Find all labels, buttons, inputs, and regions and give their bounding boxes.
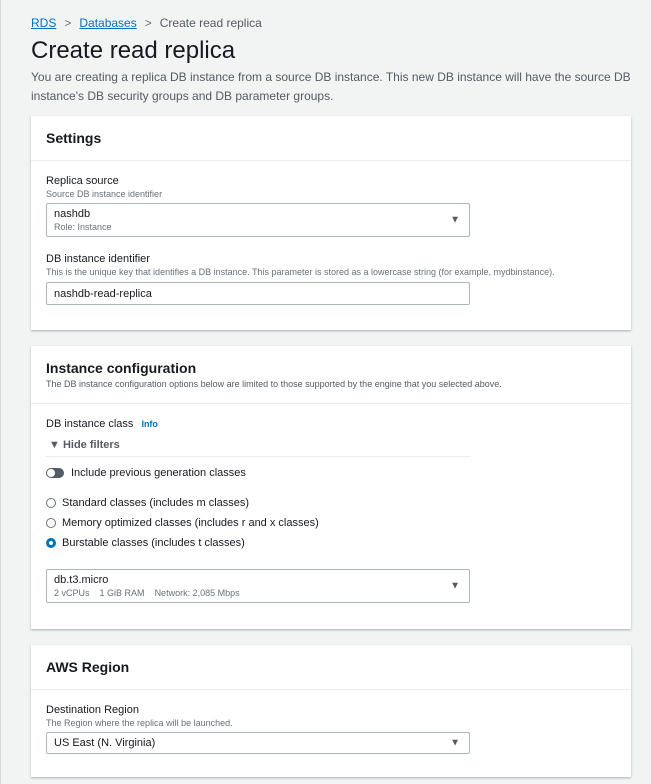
breadcrumb-current: Create read replica bbox=[159, 16, 262, 30]
info-link[interactable]: Info bbox=[141, 419, 158, 429]
replica-source-hint: Source DB instance identifier bbox=[46, 189, 163, 199]
radio-button[interactable] bbox=[46, 498, 56, 508]
instance-config-subtitle: The DB instance configuration options below are limited to those supported by the engine that you selected above. bbox=[46, 379, 502, 389]
aws-region-panel bbox=[31, 645, 631, 777]
identifier-label: DB instance identifier bbox=[46, 253, 150, 265]
radio-memory[interactable] bbox=[46, 513, 616, 533]
aws-region-title: AWS Region bbox=[46, 659, 130, 675]
caret-down-icon: ▼ bbox=[49, 439, 63, 451]
chevron-right-icon: > bbox=[64, 16, 72, 30]
ram-spec: 1 GiB RAM bbox=[99, 588, 145, 598]
network-spec: Network: 2,085 Mbps bbox=[154, 588, 240, 598]
breadcrumb-databases[interactable]: Databases bbox=[79, 16, 137, 30]
destination-region-hint: The Region where the replica will be launched. bbox=[46, 718, 233, 728]
destination-region-label: Destination Region bbox=[46, 704, 139, 716]
destination-region-value: US East (N. Virginia) bbox=[54, 737, 156, 749]
radio-label: Standard classes (includes m classes) bbox=[62, 497, 250, 509]
hide-filters-label: Hide filters bbox=[62, 439, 120, 451]
replica-source-value: nashdb bbox=[54, 208, 91, 220]
replica-source-label: Replica source bbox=[46, 175, 119, 187]
replica-source-role: Role: Instance bbox=[54, 222, 112, 232]
radio-label: Burstable classes (includes t classes) bbox=[62, 537, 245, 549]
page-description: You are creating a replica DB instance from a source DB instance. This new DB instance will have the source DB instance's DB security groups and DB parameter groups. bbox=[31, 70, 631, 103]
instance-config-title: Instance configuration bbox=[46, 360, 197, 376]
radio-burstable[interactable] bbox=[46, 533, 616, 553]
instance-class-label: DB instance class bbox=[46, 418, 134, 430]
settings-panel bbox=[31, 116, 631, 330]
breadcrumb bbox=[31, 16, 262, 30]
radio-button[interactable] bbox=[46, 538, 56, 548]
toggle-switch[interactable] bbox=[46, 468, 64, 478]
instance-config-panel bbox=[31, 346, 631, 629]
breadcrumb-rds[interactable]: RDS bbox=[31, 16, 57, 30]
instance-class-value: db.t3.micro bbox=[54, 574, 109, 586]
destination-region-select[interactable] bbox=[46, 732, 470, 754]
hide-filters-toggle[interactable] bbox=[46, 439, 470, 457]
previous-generation-toggle[interactable] bbox=[46, 467, 616, 479]
vcpu-spec: 2 vCPUs bbox=[54, 588, 90, 598]
toggle-label: Include previous generation classes bbox=[71, 467, 246, 479]
caret-down-icon: ▼ bbox=[450, 580, 460, 592]
page-title: Create read replica bbox=[31, 37, 236, 64]
settings-title: Settings bbox=[46, 130, 102, 146]
radio-standard[interactable] bbox=[46, 493, 616, 513]
identifier-input[interactable]: nashdb-read-replica bbox=[46, 282, 470, 305]
chevron-right-icon: > bbox=[144, 16, 152, 30]
instance-class-select[interactable] bbox=[46, 569, 470, 603]
replica-source-select[interactable] bbox=[46, 203, 470, 237]
caret-down-icon: ▼ bbox=[450, 214, 460, 226]
radio-button[interactable] bbox=[46, 518, 56, 528]
caret-down-icon: ▼ bbox=[450, 737, 460, 749]
radio-label: Memory optimized classes (includes r and x classes) bbox=[62, 517, 319, 529]
identifier-hint: This is the unique key that identifies a DB instance. This parameter is stored as a lowercase string (for example, mydbinstance). bbox=[46, 267, 555, 277]
